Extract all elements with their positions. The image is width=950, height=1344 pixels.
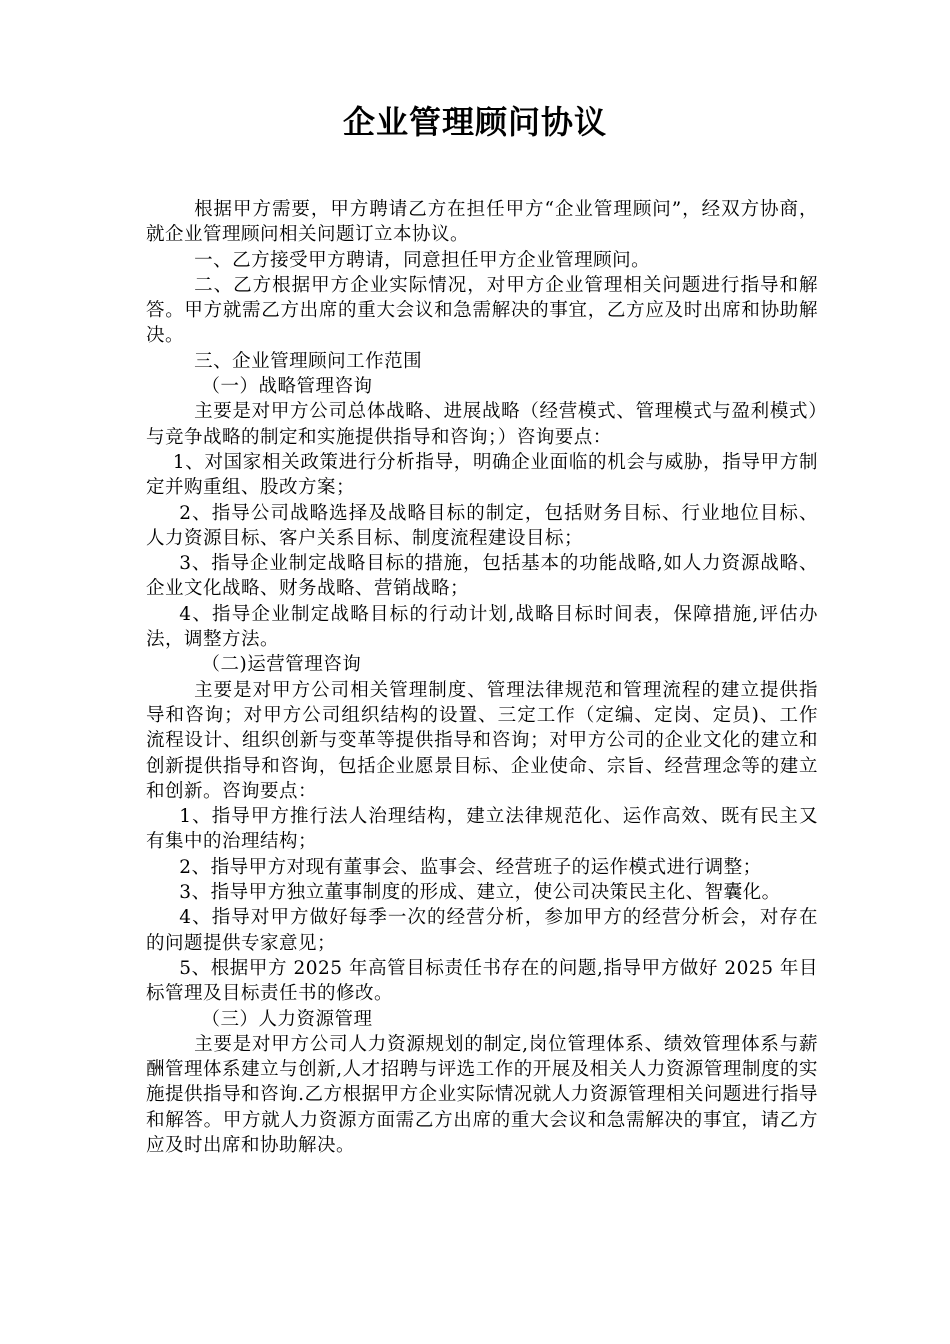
document-paragraph: （三）人力资源管理: [201, 1008, 373, 1030]
document-paragraph: 3、指导企业制定战略目标的措施，包括基本的功能战略,如人力资源战略、企业文化战略、财务战略、营销战略；: [146, 553, 818, 600]
document-paragraph: 三、企业管理顾问工作范围: [194, 350, 423, 372]
document-paragraph: 5、根据甲方 2025 年高管目标责任书存在的问题,指导甲方做好 2025 年目标管理及目标责任书的修改。: [146, 957, 818, 1005]
document-paragraph: （二)运营管理咨询: [201, 654, 362, 676]
document-paragraph: 2、指导公司战略选择及战略目标的制定，包括财务目标、行业地位目标、人力资源目标、客户关系目标、制度流程建设目标；: [146, 502, 818, 549]
document-paragraph: （一）战略管理咨询: [201, 376, 373, 398]
document-paragraph: 一、乙方接受甲方聘请，同意担任甲方企业管理顾问。: [194, 249, 651, 271]
document-paragraph: 2、指导甲方对现有董事会、监事会、经营班子的运作模式进行调整；: [179, 856, 762, 878]
document-paragraph: 根据甲方需要，甲方聘请乙方在担任甲方“企业管理顾问”，经双方协商，就企业管理顾问相关问题订立本协议。: [146, 199, 818, 246]
document-paragraph: 1、对国家相关政策进行分析指导，明确企业面临的机会与威胁，指导甲方制定并购重组、股改方案；: [146, 451, 818, 499]
document-paragraph: 4、指导企业制定战略目标的行动计划,战略目标时间表，保障措施,评估办法，调整方法。: [146, 603, 818, 651]
document-paragraph: 主要是对甲方公司相关管理制度、管理法律规范和管理流程的建立提供指导和咨询；对甲方公司组织结构的设置、三定工作（定编、定岗、定员)、工作流程设计、组织创新与变革等提供指导和咨询；对甲方公司的企业文化的建立和创新提供指导和咨询，包括企业愿景目标、企业使命、宗旨、经营理念等的建立和创新。咨询要点：: [146, 679, 818, 802]
document-paragraph: 主要是对甲方公司人力资源规划的制定,岗位管理体系、绩效管理体系与薪酬管理体系建立与创新,人才招聘与评选工作的开展及相关人力资源管理制度的实施提供指导和咨询.乙方根据甲方企业实际情况就人力资源管理相关问题进行指导和解答。甲方就人力资源方面需乙方出席的重大会议和急需解决的事宜，请乙方应及时出席和协助解决。: [146, 1033, 818, 1156]
document-title: 企业管理顾问协议: [342, 103, 607, 141]
document-paragraph: 1、指导甲方推行法人治理结构，建立法律规范化、运作高效、既有民主又有集中的治理结构；: [146, 806, 818, 853]
document-paragraph: 3、指导甲方独立董事制度的形成、建立，使公司决策民主化、智囊化。: [179, 882, 781, 904]
document-body: [146, 197, 818, 1158]
document-paragraph: 二、乙方根据甲方企业实际情况，对甲方企业管理相关问题进行指导和解答。甲方就需乙方出席的重大会议和急需解决的事宜，乙方应及时出席和协助解决。: [146, 274, 818, 347]
document-paragraph: 4、指导对甲方做好每季一次的经营分析，参加甲方的经营分析会，对存在的问题提供专家意见；: [146, 907, 818, 954]
document-paragraph: 主要是对甲方公司总体战略、进展战略（经营模式、管理模式与盈利模式）与竞争战略的制定和实施提供指导和咨询；）咨询要点：: [146, 401, 818, 448]
